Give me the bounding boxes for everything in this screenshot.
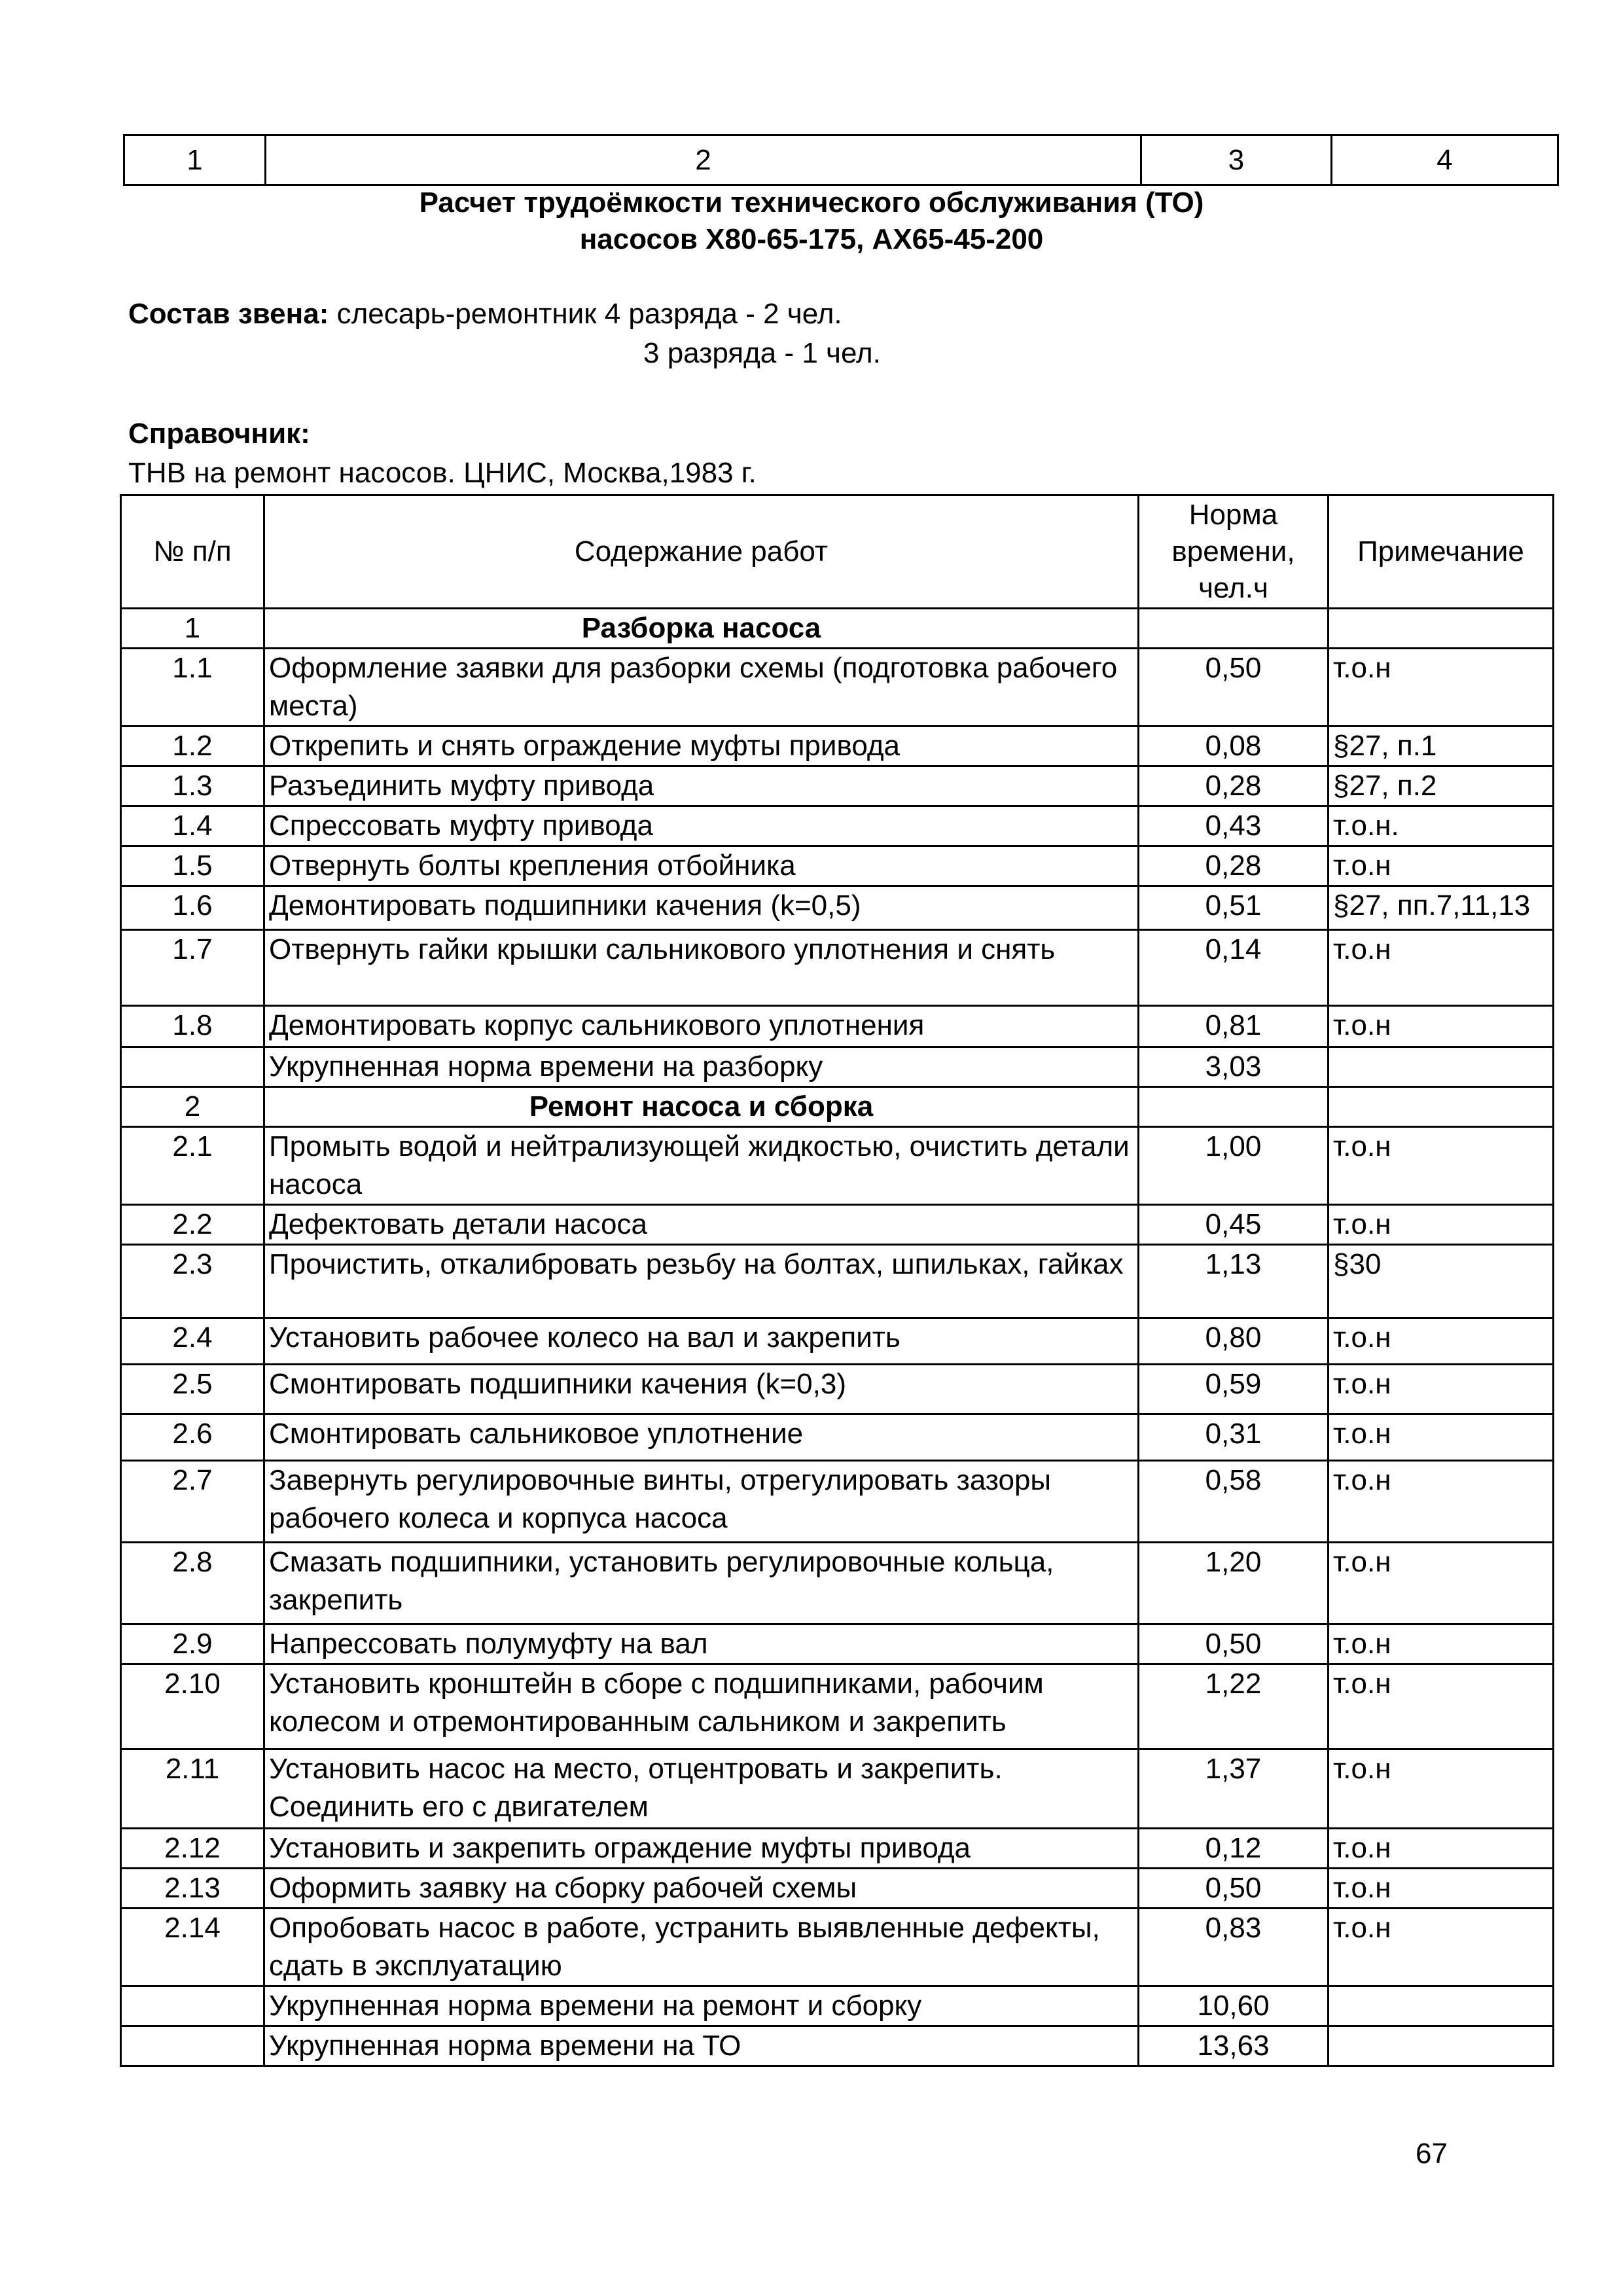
work-description: Дефектовать детали насоса xyxy=(264,1205,1139,1245)
time-norm: 1,37 xyxy=(1139,1749,1329,1829)
table-row xyxy=(121,806,1554,846)
note: т.о.н xyxy=(1329,1624,1554,1664)
table-row xyxy=(121,846,1554,886)
column-number-row xyxy=(123,134,1559,186)
row-number xyxy=(121,1986,264,2026)
note: т.о.н xyxy=(1329,1543,1554,1624)
table-row xyxy=(121,1414,1554,1461)
row-number: 2.10 xyxy=(121,1664,264,1749)
work-description: Укрупненная норма времени на разборку xyxy=(264,1047,1139,1087)
note: т.о.н xyxy=(1329,1829,1554,1869)
time-norm xyxy=(1139,1087,1329,1127)
time-norm: 0,12 xyxy=(1139,1829,1329,1869)
row-number: 2.9 xyxy=(121,1624,264,1664)
row-number: 2.3 xyxy=(121,1245,264,1318)
note: т.о.н xyxy=(1329,1414,1554,1461)
header-norm: Норма времени, чел.ч xyxy=(1139,495,1329,609)
work-description: Смазать подшипники, установить регулировочные кольца, закрепить xyxy=(264,1543,1139,1624)
time-norm: 0,59 xyxy=(1139,1365,1329,1414)
time-norm: 1,00 xyxy=(1139,1127,1329,1205)
note: §27, п.1 xyxy=(1329,726,1554,766)
work-description: Разборка насоса xyxy=(264,609,1139,649)
work-description: Демонтировать корпус сальникового уплотнения xyxy=(264,1006,1139,1047)
table-row xyxy=(121,726,1554,766)
work-description: Укрупненная норма времени на ремонт и сборку xyxy=(264,1986,1139,2026)
work-description: Опробовать насос в работе, устранить выявленные дефекты, сдать в эксплуатацию xyxy=(264,1909,1139,1986)
header-work: Содержание работ xyxy=(264,495,1139,609)
table-row xyxy=(121,649,1554,726)
crew-composition xyxy=(128,298,842,331)
row-number: 2.2 xyxy=(121,1205,264,1245)
crew-line2: 3 разряда - 1 чел. xyxy=(643,337,881,369)
work-description: Спрессовать муфту привода xyxy=(264,806,1139,846)
work-description: Промыть водой и нейтрализующей жидкостью, очистить детали насоса xyxy=(264,1127,1139,1205)
row-number: 2.4 xyxy=(121,1318,264,1365)
note: §27, пп.7,11,13 xyxy=(1329,886,1554,930)
labor-norms-table xyxy=(120,494,1554,2067)
row-number: 1.2 xyxy=(121,726,264,766)
note: т.о.н xyxy=(1329,846,1554,886)
table-row xyxy=(121,1365,1554,1414)
time-norm: 0,28 xyxy=(1139,846,1329,886)
section-row xyxy=(121,609,1554,649)
time-norm: 1,20 xyxy=(1139,1543,1329,1624)
column-number: 2 xyxy=(266,135,1141,185)
row-number: 2.1 xyxy=(121,1127,264,1205)
time-norm: 0,43 xyxy=(1139,806,1329,846)
row-number: 1 xyxy=(121,609,264,649)
work-description: Завернуть регулировочные винты, отрегулировать зазоры рабочего колеса и корпуса насоса xyxy=(264,1461,1139,1543)
time-norm: 0,45 xyxy=(1139,1205,1329,1245)
table-row xyxy=(121,1205,1554,1245)
crew-line1: слесарь-ремонтник 4 разряда - 2 чел. xyxy=(336,298,842,330)
note: т.о.н xyxy=(1329,1461,1554,1543)
column-number: 3 xyxy=(1141,135,1332,185)
note: т.о.н xyxy=(1329,1869,1554,1909)
time-norm: 0,31 xyxy=(1139,1414,1329,1461)
time-norm: 0,58 xyxy=(1139,1461,1329,1543)
time-norm: 0,81 xyxy=(1139,1006,1329,1047)
work-description: Ремонт насоса и сборка xyxy=(264,1087,1139,1127)
table-row xyxy=(121,1909,1554,1986)
note: §27, п.2 xyxy=(1329,766,1554,806)
time-norm: 0,51 xyxy=(1139,886,1329,930)
row-number: 1.8 xyxy=(121,1006,264,1047)
work-description: Оформление заявки для разборки схемы (подготовка рабочего места) xyxy=(264,649,1139,726)
table-row xyxy=(121,1006,1554,1047)
work-description: Разъединить муфту привода xyxy=(264,766,1139,806)
table-row xyxy=(121,1869,1554,1909)
work-description: Открепить и снять ограждение муфты привода xyxy=(264,726,1139,766)
reference-label: Справочник: xyxy=(128,418,310,450)
column-number: 4 xyxy=(1332,135,1558,185)
table-row xyxy=(121,886,1554,930)
note: т.о.н. xyxy=(1329,806,1554,846)
note: §30 xyxy=(1329,1245,1554,1318)
work-description: Установить рабочее колесо на вал и закрепить xyxy=(264,1318,1139,1365)
row-number: 2.5 xyxy=(121,1365,264,1414)
work-description: Установить кронштейн в сборе с подшипниками, рабочим колесом и отремонтированным сальником и закрепить xyxy=(264,1664,1139,1749)
time-norm: 1,22 xyxy=(1139,1664,1329,1749)
table-row xyxy=(121,1245,1554,1318)
time-norm xyxy=(1139,609,1329,649)
row-number: 1.1 xyxy=(121,649,264,726)
reference-text: ТНВ на ремонт насосов. ЦНИС, Москва,1983 г. xyxy=(128,457,757,489)
note xyxy=(1329,609,1554,649)
row-number: 1.5 xyxy=(121,846,264,886)
work-description: Установить и закрепить ограждение муфты привода xyxy=(264,1829,1139,1869)
table-header-row xyxy=(121,495,1554,609)
note: т.о.н xyxy=(1329,1127,1554,1205)
column-number: 1 xyxy=(124,135,266,185)
row-number xyxy=(121,2026,264,2066)
row-number: 2.7 xyxy=(121,1461,264,1543)
row-number: 1.6 xyxy=(121,886,264,930)
note xyxy=(1329,2026,1554,2066)
time-norm: 1,13 xyxy=(1139,1245,1329,1318)
row-number: 2.14 xyxy=(121,1909,264,1986)
table-row xyxy=(121,930,1554,1006)
note: т.о.н xyxy=(1329,1205,1554,1245)
row-number: 2.13 xyxy=(121,1869,264,1909)
row-number: 2.6 xyxy=(121,1414,264,1461)
work-description: Прочистить, откалибровать резьбу на болтах, шпильках, гайках xyxy=(264,1245,1139,1318)
header-note: Примечание xyxy=(1329,495,1554,609)
work-description: Отвернуть болты крепления отбойника xyxy=(264,846,1139,886)
time-norm: 3,03 xyxy=(1139,1047,1329,1087)
time-norm: 0,50 xyxy=(1139,1624,1329,1664)
page-number: 67 xyxy=(1416,2138,1448,2170)
row-number: 1.3 xyxy=(121,766,264,806)
row-number: 2 xyxy=(121,1087,264,1127)
note xyxy=(1329,1087,1554,1127)
time-norm: 0,50 xyxy=(1139,1869,1329,1909)
note: т.о.н xyxy=(1329,649,1554,726)
document-title-line1: Расчет трудоёмкости технического обслуживания (ТО) xyxy=(419,187,1204,219)
note: т.о.н xyxy=(1329,1664,1554,1749)
row-number xyxy=(121,1047,264,1087)
document-title-line2: насосов Х80-65-175, АХ65-45-200 xyxy=(579,223,1044,255)
note: т.о.н xyxy=(1329,1006,1554,1047)
time-norm: 0,28 xyxy=(1139,766,1329,806)
work-description: Смонтировать сальниковое уплотнение xyxy=(264,1414,1139,1461)
work-description: Смонтировать подшипники качения (k=0,3) xyxy=(264,1365,1139,1414)
time-norm: 0,83 xyxy=(1139,1909,1329,1986)
table-row xyxy=(121,2026,1554,2066)
time-norm: 0,80 xyxy=(1139,1318,1329,1365)
time-norm: 0,50 xyxy=(1139,649,1329,726)
header-number: № п/п xyxy=(121,495,264,609)
table-row xyxy=(121,1127,1554,1205)
table-row xyxy=(121,1624,1554,1664)
work-description: Напрессовать полумуфту на вал xyxy=(264,1624,1139,1664)
note xyxy=(1329,1986,1554,2026)
note: т.о.н xyxy=(1329,1749,1554,1829)
row-number: 2.8 xyxy=(121,1543,264,1624)
table-row xyxy=(121,1664,1554,1749)
table-row xyxy=(121,1461,1554,1543)
row-number: 1.7 xyxy=(121,930,264,1006)
time-norm: 10,60 xyxy=(1139,1986,1329,2026)
work-description: Демонтировать подшипники качения (k=0,5) xyxy=(264,886,1139,930)
time-norm: 0,14 xyxy=(1139,930,1329,1006)
work-description: Отвернуть гайки крышки сальникового уплотнения и снять xyxy=(264,930,1139,1006)
table-row xyxy=(121,766,1554,806)
note: т.о.н xyxy=(1329,1365,1554,1414)
row-number: 1.4 xyxy=(121,806,264,846)
table-row xyxy=(121,1986,1554,2026)
crew-label: Состав звена: xyxy=(128,298,329,330)
table-row xyxy=(121,1829,1554,1869)
note xyxy=(1329,1047,1554,1087)
work-description: Оформить заявку на сборку рабочей схемы xyxy=(264,1869,1139,1909)
table-row xyxy=(121,1749,1554,1829)
time-norm: 13,63 xyxy=(1139,2026,1329,2066)
row-number: 2.11 xyxy=(121,1749,264,1829)
table-row xyxy=(121,1047,1554,1087)
row-number: 2.12 xyxy=(121,1829,264,1869)
work-description: Установить насос на место, отцентровать и закрепить. Соединить его с двигателем xyxy=(264,1749,1139,1829)
table-row xyxy=(121,1543,1554,1624)
section-row xyxy=(121,1087,1554,1127)
note: т.о.н xyxy=(1329,930,1554,1006)
note: т.о.н xyxy=(1329,1909,1554,1986)
work-description: Укрупненная норма времени на ТО xyxy=(264,2026,1139,2066)
table-row xyxy=(121,1318,1554,1365)
note: т.о.н xyxy=(1329,1318,1554,1365)
time-norm: 0,08 xyxy=(1139,726,1329,766)
